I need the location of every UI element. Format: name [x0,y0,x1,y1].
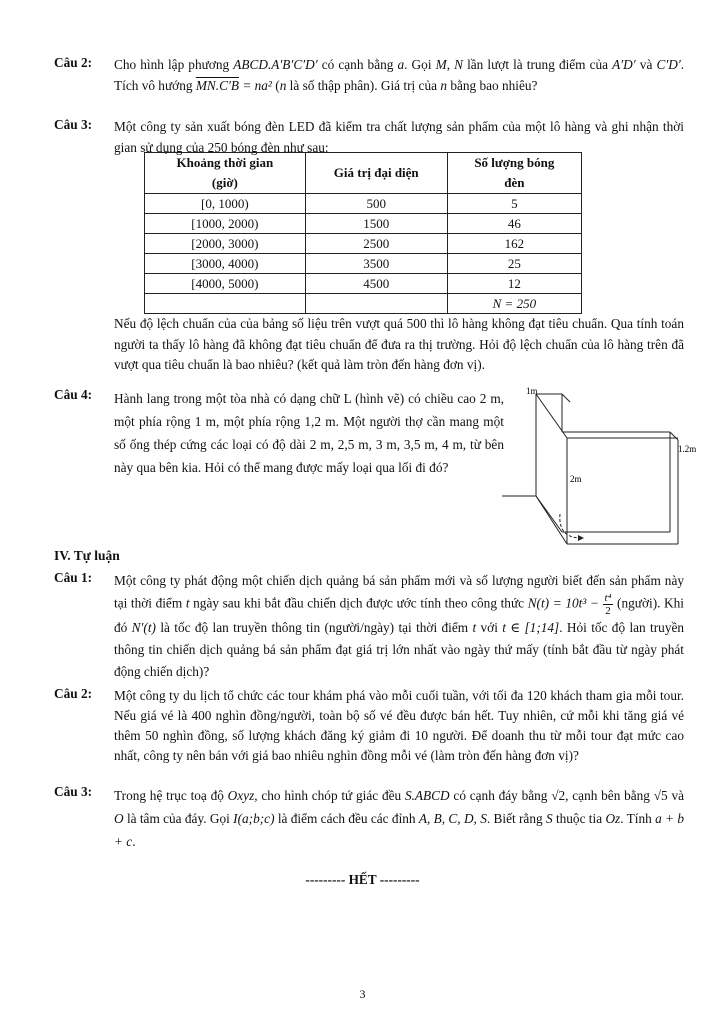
figure-label-2m: 2m [570,474,582,484]
question-text: Một công ty phát động một chiến dịch quảng bá sản phẩm mới và số lượng người biết đến sản phẩm này tại thời điểm t ngày sau khi bắt đầu chiến dịch được ước tính theo công thức N(t) = 10t³ − $\frac{\text{t⁴}}{2}$ (người). Khi đó N′(t) là tốc độ lan truyền thông tin (người/ngày) tại thời điểm t với t ∈ [1;14]. Hỏi tốc độ lan truyền thông tin chiến dịch quảng bá sản phẩm đạt giá trị lớn nhất vào ngày thứ mấy (tính bắt đầu từ ngày phát động chiến dịch)? [114,573,685,679]
end-marker: --------- HẾT --------- [305,872,420,887]
table-total-row [145,294,582,314]
question-intro: Một công ty sản xuất bóng đèn LED đã kiểm tra chất lượng sản phẩm của một lô hàng và ghi nhận thời gian sử dụng của 250 bóng đèn như sau: [114,119,684,155]
table-row: [3000, 4000) 3500 25 [145,254,582,274]
fraction: $\frac{\text{t⁴}}{2}$ [604,592,612,617]
table-total: N = 250 [447,294,581,314]
question-text: Hành lang trong một tòa nhà có dạng chữ L (hình vẽ) có chiều cao 2 m, một phía rộng 1 m, một phía rộng 1,2 m. Một người thợ cần mang một số ống thép cứng các loại có độ dài 2 m, 2,5 m, 3 m, 3,5 m, 4 m, từ bên này qua bên kia. Hỏi có thể mang được mấy loại qua lối đi đó? [114,391,504,475]
header-interval: Khoảng thời gian (giờ) [145,153,306,194]
question-2 [54,55,684,96]
lifetime-table [144,152,582,314]
arrow-icon [578,535,584,541]
essay-question-1 [54,570,684,683]
question-text: Cho hình lập phương ABCD.A′B′C′D′ có cạnh bằng a. Gọi M, N lần lượt là trung điểm của A′D′ và C′D′. Tích vô hướng MN.C′B = na² (n là số thập phân). Giá trị của n bằng bao nhiêu? [114,57,685,93]
question-text: Một công ty du lịch tổ chức các tour khám phá vào mỗi cuối tuần, với tối đa 120 khách tham gia mỗi tour. Nếu giá vé là 400 nghìn đồng/người, toàn bộ số vé đều được bán hết. Tuy nhiên, cứ mỗi khi tăng giá vé thêm 50 nghìn đồng, số lượng khách đăng ký giảm đi 10 người. Để doanh thu từ mỗi tour đạt mức cao nhất, công ty nên bán với giá bao nhiêu nghìn đồng mỗi vé (làm tròn đến hàng đơn vị)? [114,688,684,763]
table-row: [1000, 2000) 1500 46 [145,214,582,234]
table-row: [0, 1000) 500 5 [145,194,582,214]
question-3-body [54,314,684,376]
header-count: Số lượng bóng đèn [447,153,581,194]
l-corridor-figure [500,384,700,554]
figure-label-1m: 1m [526,386,538,396]
header-representative: Giá trị đại diện [305,153,447,194]
essay-question-3 [54,784,684,853]
section-heading: IV. Tự luận [54,548,120,563]
question-label: Câu 3: [54,784,93,799]
figure-label-1-2m: 1.2m [678,444,697,454]
table-row: [4000, 5000) 4500 12 [145,274,582,294]
table-header-row [145,153,582,194]
question-4 [54,387,504,479]
question-text: Nếu độ lệch chuẩn của của bảng số liệu trên vượt quá 500 thì lô hàng không đạt tiêu chuẩn. Qua tính toán người ta thấy lô hàng đã không đạt tiêu chuẩn để đưa ra thị trường. Hỏi độ lệch chuẩn của lô hàng trên đã vượt qua tiêu chuẩn là bao nhiêu? (kết quả làm tròn đến hàng đơn vị). [114,316,684,372]
page-number: 3 [359,987,366,1001]
question-label: Câu 1: [54,570,93,585]
question-label: Câu 3: [54,117,93,132]
question-label: Câu 2: [54,55,93,70]
question-text: Trong hệ trục toạ độ Oxyz, cho hình chóp tứ giác đều S.ABCD có cạnh đáy bằng √2, cạnh bên bằng √5 và O là tâm của đáy. Gọi I(a;b;c) là điểm cách đều các đỉnh A, B, C, D, S. Biết rằng S thuộc tia Oz. Tính a + b + c. [114,788,685,849]
question-label: Câu 4: [54,387,93,402]
table-row: [2000, 3000) 2500 162 [145,234,582,254]
essay-question-2 [54,686,684,766]
question-label: Câu 2: [54,686,93,701]
